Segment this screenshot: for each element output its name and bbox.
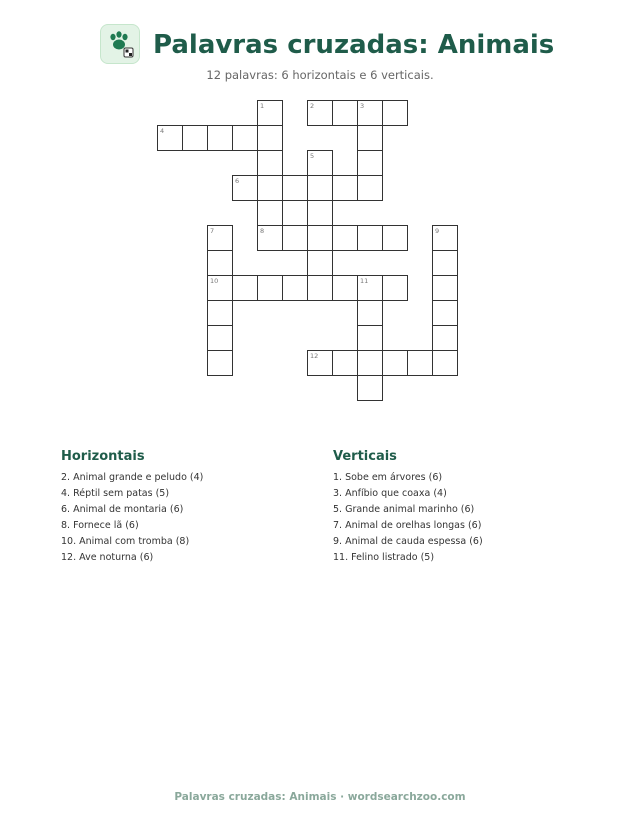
- grid-cell[interactable]: [282, 175, 308, 201]
- clue-item: 4. Réptil sem patas (5): [61, 488, 170, 499]
- grid-cell[interactable]: [232, 175, 258, 201]
- grid-cell[interactable]: [307, 200, 333, 226]
- grid-cell[interactable]: [207, 125, 233, 151]
- grid-cell[interactable]: [357, 375, 383, 401]
- grid-cell[interactable]: [382, 100, 408, 126]
- grid-cell[interactable]: [257, 150, 283, 176]
- grid-cell[interactable]: [332, 275, 358, 301]
- clue-item: 5. Grande animal marinho (6): [333, 504, 475, 515]
- grid-cell[interactable]: [207, 275, 233, 301]
- grid-cell[interactable]: [157, 125, 183, 151]
- clue-number: 2: [310, 102, 315, 110]
- clues-heading-horizontal: Horizontais: [61, 449, 145, 464]
- grid-cell[interactable]: [307, 225, 333, 251]
- clue-number: 1: [260, 102, 265, 110]
- grid-cell[interactable]: [232, 275, 258, 301]
- clue-number: 4: [160, 127, 165, 135]
- clue-number: 12: [310, 352, 319, 360]
- grid-cell[interactable]: [282, 275, 308, 301]
- grid-cell[interactable]: [332, 225, 358, 251]
- grid-cell[interactable]: [332, 175, 358, 201]
- clue-number: 11: [360, 277, 369, 285]
- grid-cell[interactable]: [432, 275, 458, 301]
- grid-cell[interactable]: [307, 100, 333, 126]
- clue-item: 6. Animal de montaria (6): [61, 504, 184, 515]
- grid-cell[interactable]: [332, 350, 358, 376]
- grid-cell[interactable]: [357, 175, 383, 201]
- grid-cell[interactable]: [307, 150, 333, 176]
- grid-cell[interactable]: [282, 200, 308, 226]
- grid-cell[interactable]: [307, 250, 333, 276]
- grid-cell[interactable]: [257, 100, 283, 126]
- grid-cell[interactable]: [407, 350, 433, 376]
- grid-cell[interactable]: [257, 125, 283, 151]
- grid-cell[interactable]: [432, 300, 458, 326]
- grid-cell[interactable]: [357, 300, 383, 326]
- grid-cell[interactable]: [382, 225, 408, 251]
- clue-number: 5: [310, 152, 315, 160]
- clue-item: 10. Animal com tromba (8): [61, 536, 190, 547]
- grid-cell[interactable]: [257, 175, 283, 201]
- clue-item: 7. Animal de orelhas longas (6): [333, 520, 482, 531]
- grid-cell[interactable]: [432, 325, 458, 351]
- grid-cell[interactable]: [432, 250, 458, 276]
- grid-cell[interactable]: [332, 100, 358, 126]
- clue-number: 10: [210, 277, 219, 285]
- clue-number: 7: [210, 227, 215, 235]
- grid-cell[interactable]: [382, 350, 408, 376]
- grid-cell[interactable]: [207, 350, 233, 376]
- grid-cell[interactable]: [357, 275, 383, 301]
- clues-horizontal: [61, 448, 321, 566]
- grid-cell[interactable]: [207, 225, 233, 251]
- grid-cell[interactable]: [357, 350, 383, 376]
- grid-cell[interactable]: [257, 275, 283, 301]
- grid-cell[interactable]: [257, 200, 283, 226]
- page-footer: Palavras cruzadas: Animais · wordsearchzoo.com: [174, 791, 466, 803]
- grid-cell[interactable]: [207, 325, 233, 351]
- clue-number: 9: [435, 227, 440, 235]
- grid-cell[interactable]: [307, 175, 333, 201]
- clue-item: 2. Animal grande e peludo (4): [61, 472, 204, 483]
- clue-item: 11. Felino listrado (5): [333, 552, 435, 563]
- clue-item: 8. Fornece lã (6): [61, 520, 139, 531]
- grid-cell[interactable]: [307, 350, 333, 376]
- grid-cell[interactable]: [282, 225, 308, 251]
- grid-cell[interactable]: [357, 125, 383, 151]
- grid-cell[interactable]: [307, 275, 333, 301]
- clues-heading-vertical: Verticais: [333, 449, 397, 464]
- grid-cell[interactable]: [357, 225, 383, 251]
- grid-cell[interactable]: [382, 275, 408, 301]
- grid-cell[interactable]: [357, 100, 383, 126]
- clue-number: 3: [360, 102, 365, 110]
- grid-cell[interactable]: [232, 125, 258, 151]
- clue-number: 8: [260, 227, 265, 235]
- grid-cell[interactable]: [207, 300, 233, 326]
- grid-cell[interactable]: [207, 250, 233, 276]
- grid-cell[interactable]: [357, 150, 383, 176]
- clues-vertical: [333, 448, 593, 566]
- grid-cell[interactable]: [432, 350, 458, 376]
- clue-item: 9. Animal de cauda espessa (6): [333, 536, 483, 547]
- clue-item: 12. Ave noturna (6): [61, 552, 154, 563]
- clue-item: 1. Sobe em árvores (6): [333, 472, 443, 483]
- clue-number: 6: [235, 177, 240, 185]
- page-subtitle: 12 palavras: 6 horizontais e 6 verticais.: [206, 68, 434, 82]
- page-title: Palavras cruzadas: Animais: [153, 30, 555, 60]
- grid-cell[interactable]: [432, 225, 458, 251]
- grid-cell[interactable]: [357, 325, 383, 351]
- clue-item: 3. Anfíbio que coaxa (4): [333, 488, 447, 499]
- grid-cell[interactable]: [182, 125, 208, 151]
- grid-cell[interactable]: [257, 225, 283, 251]
